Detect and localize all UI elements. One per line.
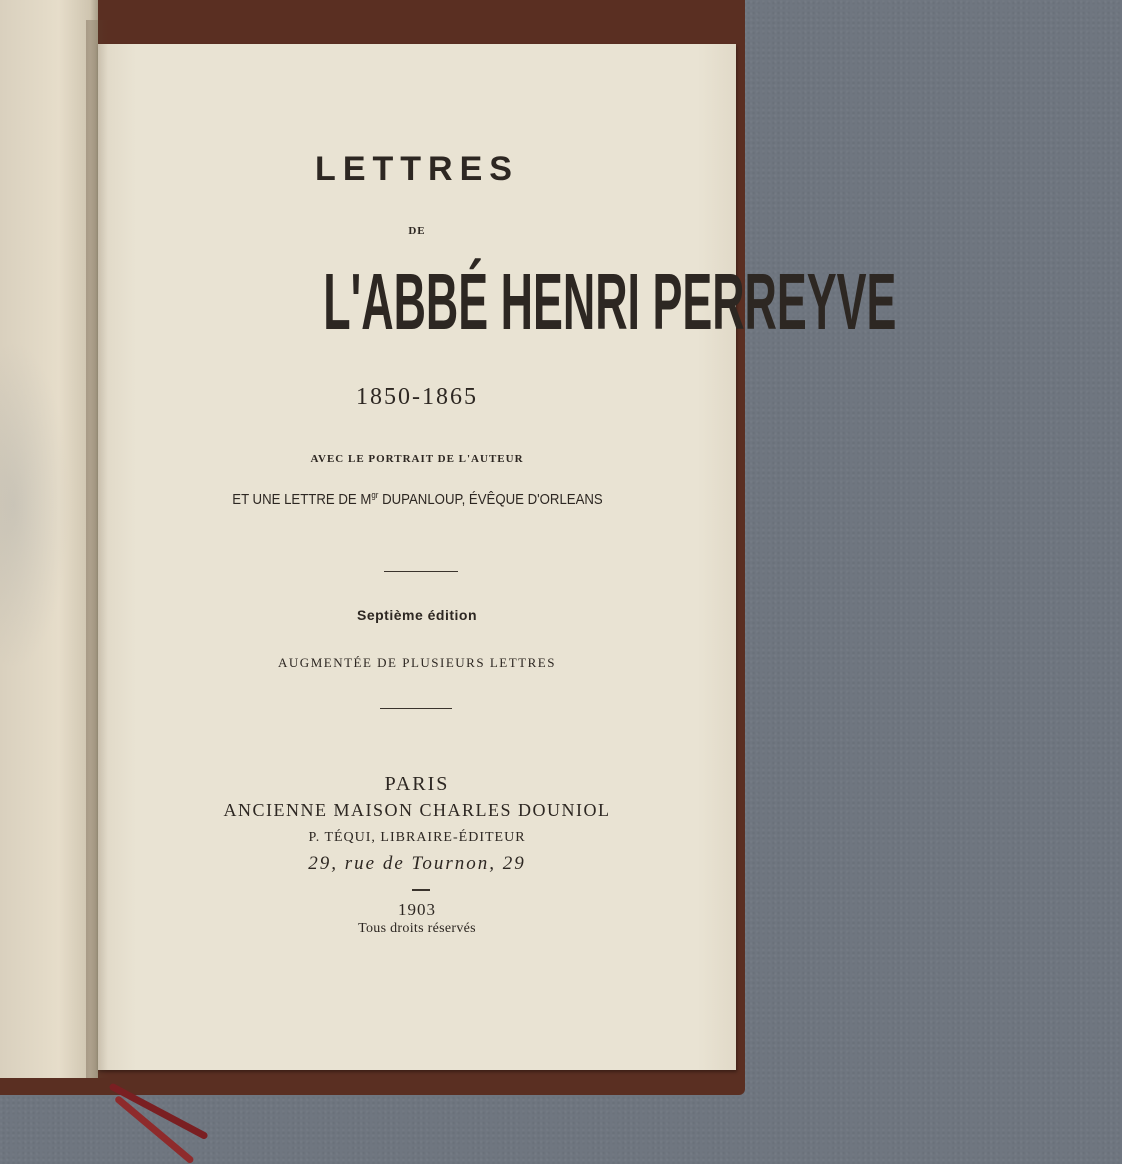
- bookseller-name: P. TÉQUI, LIBRAIRE-ÉDITEUR: [308, 830, 526, 845]
- letter-note-prefix: ET UNE LETTRE DE M: [231, 491, 371, 508]
- letter-note: [98, 490, 736, 508]
- letter-note-superscript: gr: [370, 490, 378, 500]
- divider-rule: [380, 708, 452, 709]
- short-dash: [412, 889, 430, 891]
- bookmark-ribbon: [110, 1072, 200, 1147]
- book-title: LETTRES: [315, 150, 519, 188]
- author-name-text: L'ABBÉ HENRI PERREYVE: [323, 257, 897, 346]
- rights-notice: Tous droits réservés: [358, 921, 476, 936]
- publisher-name: ANCIENNE MAISON CHARLES DOUNIOL: [223, 800, 611, 820]
- bleed-through-shadow: [0, 340, 70, 670]
- publisher-address: 29, rue de Tournon, 29: [308, 853, 526, 874]
- publication-city: PARIS: [384, 773, 450, 795]
- left-page: [0, 0, 98, 1078]
- divider-rule: [384, 571, 458, 572]
- publication-year: 1903: [398, 900, 436, 919]
- letter-note-suffix: DUPANLOUP, ÉVÊQUE D'ORLEANS: [377, 491, 603, 508]
- title-preposition: DE: [408, 225, 426, 237]
- edition-label: Septième édition: [356, 607, 478, 623]
- edition-note: AUGMENTÉE DE PLUSIEURS LETTRES: [278, 655, 556, 670]
- portrait-note: AVEC LE PORTRAIT DE L'AUTEUR: [310, 453, 524, 465]
- author-name: [98, 257, 897, 346]
- date-range: 1850-1865: [356, 384, 478, 410]
- letter-note-text: [232, 490, 602, 508]
